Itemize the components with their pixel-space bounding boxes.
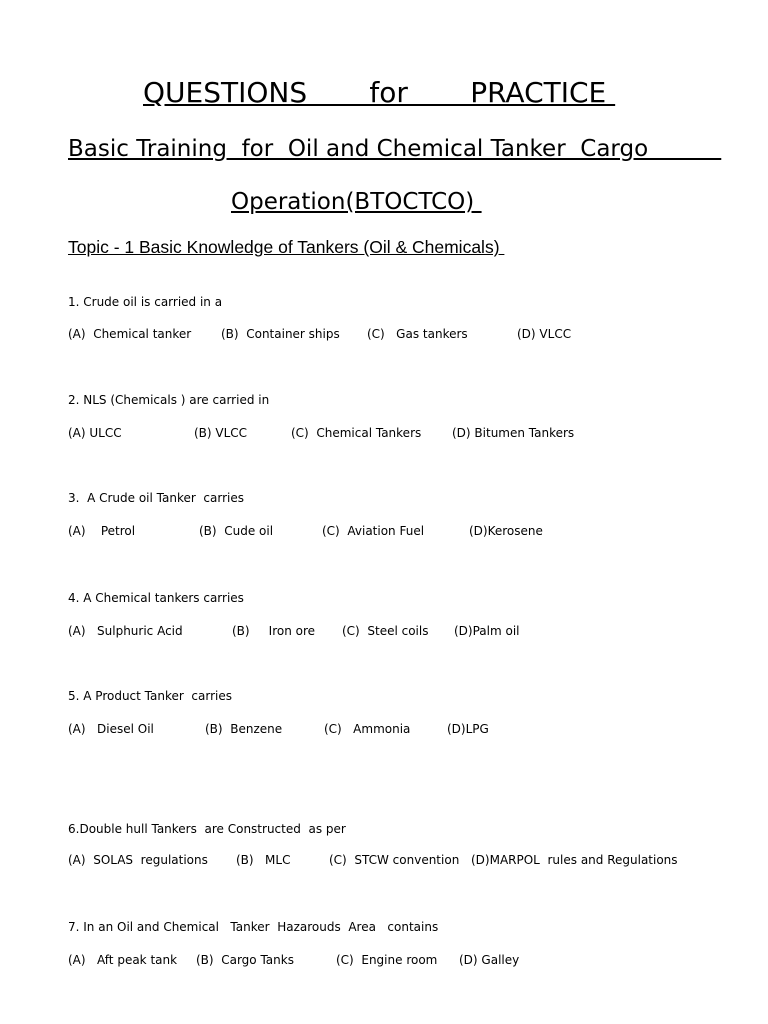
option-d: (D)LPG — [447, 722, 489, 736]
option-a: (A) Diesel Oil — [68, 722, 154, 736]
option-b: (B) Iron ore — [232, 624, 316, 638]
option-b: (B) Cargo Tanks — [196, 953, 294, 967]
option-d: (D) VLCC — [517, 327, 572, 341]
option-a: (A) ULCC — [68, 426, 122, 440]
option-b: (B) VLCC — [194, 426, 248, 440]
question-text: 3. A Crude oil Tanker carries — [68, 491, 245, 505]
option-b: (B) Container ships — [221, 327, 340, 341]
option-c: (C) Steel coils — [342, 624, 429, 638]
course-title-line-1: Basic Training for Oil and Chemical Tanker Cargo — [68, 136, 722, 162]
question-text: 4. A Chemical tankers carries — [68, 591, 244, 605]
option-d: (D) Bitumen Tankers — [452, 426, 575, 440]
option-a: (A) Aft peak tank — [68, 953, 178, 967]
option-c: (C) Chemical Tankers — [291, 426, 422, 440]
question-text: 6.Double hull Tankers are Constructed as per — [68, 822, 346, 836]
question-text: 1. Crude oil is carried in a — [68, 295, 223, 309]
question-text: 2. NLS (Chemicals ) are carried in — [68, 393, 270, 407]
question-text: 5. A Product Tanker carries — [68, 689, 233, 703]
option-d: (D)MARPOL rules and Regulations — [471, 853, 678, 867]
question-text: 7. In an Oil and Chemical Tanker Hazarouds Area contains — [68, 920, 439, 934]
page-title: QUESTIONS for PRACTICE — [143, 76, 616, 109]
course-title-line-2: Operation(BTOCTCO) — [231, 189, 482, 215]
topic-heading: Topic - 1 Basic Knowledge of Tankers (Oil & Chemicals) — [68, 237, 505, 257]
option-d: (D)Palm oil — [454, 624, 520, 638]
option-a: (A) Petrol — [68, 524, 136, 538]
option-c: (C) Engine room — [336, 953, 438, 967]
option-c: (C) Ammonia — [324, 722, 411, 736]
option-c: (C) STCW convention — [329, 853, 460, 867]
option-b: (B) MLC — [236, 853, 291, 867]
option-b: (B) Benzene — [205, 722, 283, 736]
option-d: (D)Kerosene — [469, 524, 543, 538]
option-d: (D) Galley — [459, 953, 520, 967]
option-a: (A) Chemical tanker — [68, 327, 192, 341]
option-a: (A) Sulphuric Acid — [68, 624, 183, 638]
option-a: (A) SOLAS regulations — [68, 853, 208, 867]
option-b: (B) Cude oil — [199, 524, 274, 538]
option-c: (C) Gas tankers — [367, 327, 468, 341]
option-c: (C) Aviation Fuel — [322, 524, 425, 538]
